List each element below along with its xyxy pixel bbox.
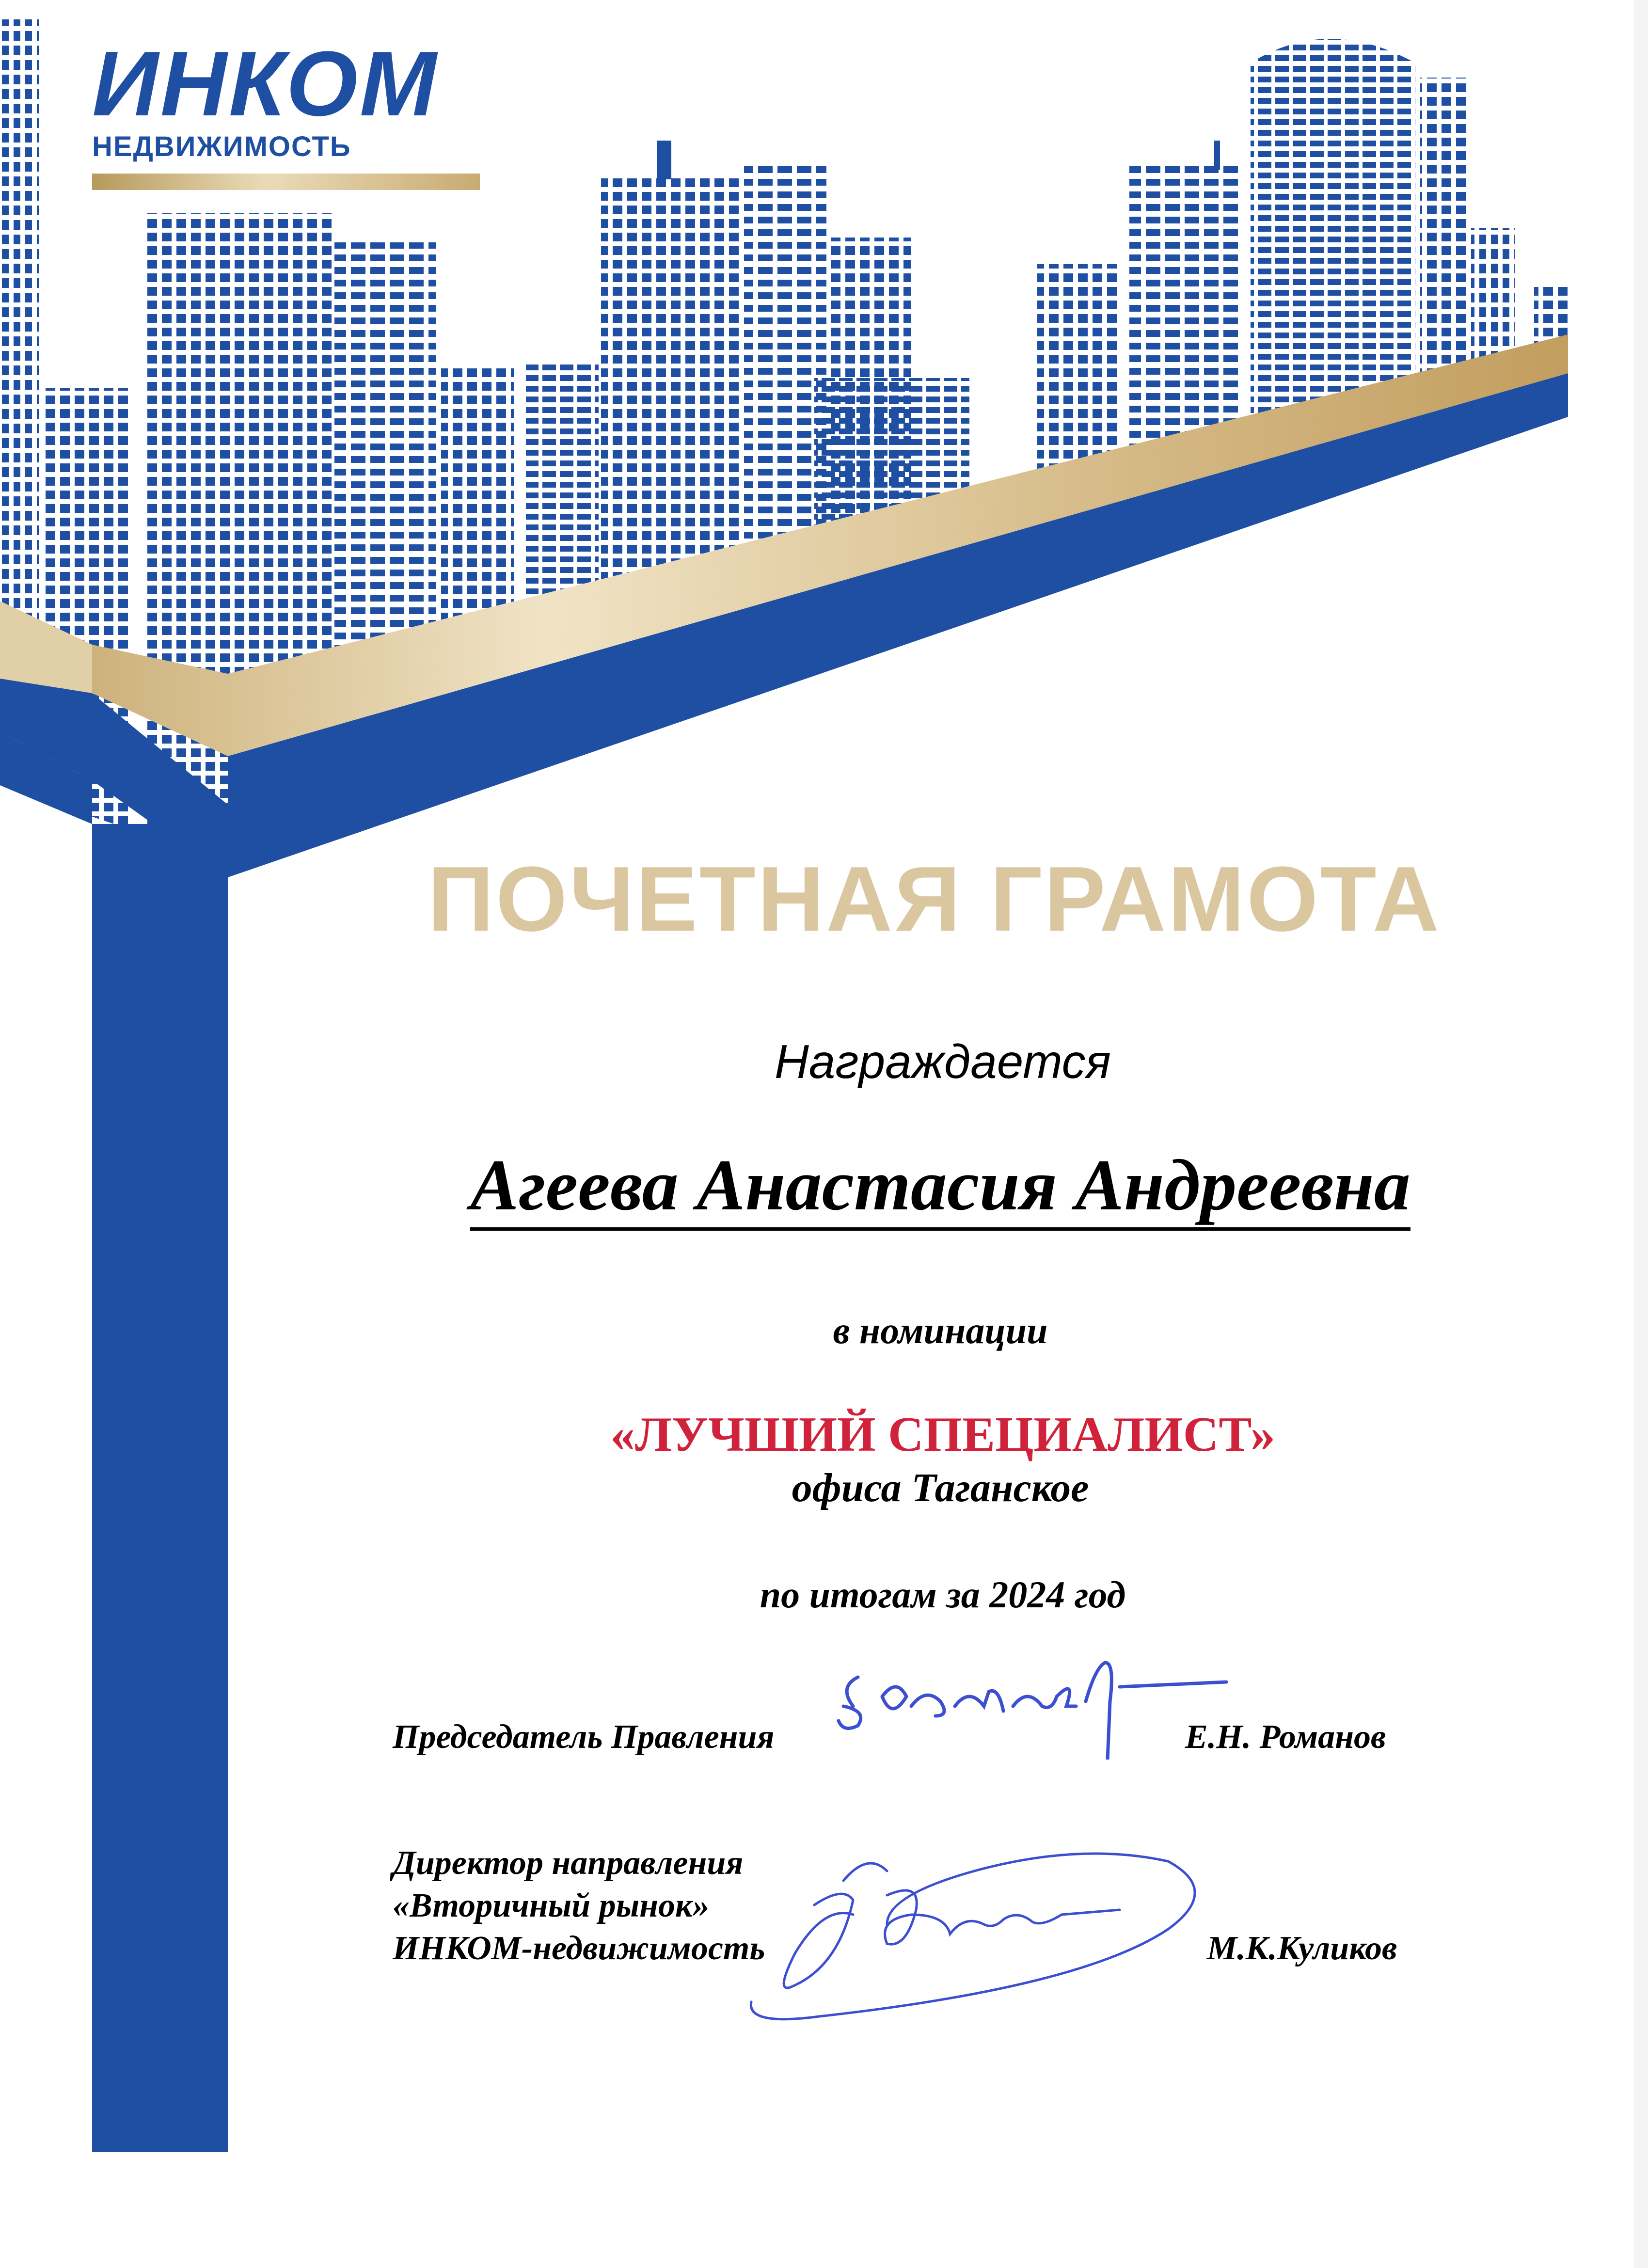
recipient-name: Агеева Анастасия Андреевна <box>470 1145 1410 1231</box>
logo-gold-bar <box>92 174 480 190</box>
signature-kulikov <box>742 1842 1275 2036</box>
certificate-title: ПОЧЕТНАЯ ГРАМОТА <box>428 848 1441 951</box>
nomination-label: в номинации <box>833 1309 1048 1351</box>
signatory-2-name: М.К.Куликов <box>1207 1930 1397 1967</box>
awarded-label: Награждается <box>775 1035 1111 1088</box>
signature-romanov <box>824 1634 1260 1760</box>
logo-subtitle: НЕДВИЖИМОСТЬ <box>92 131 351 162</box>
signatory-2-position-line1: Директор направления <box>393 1844 744 1882</box>
signatory-1-position: Председатель Правления <box>393 1718 775 1756</box>
nomination-title: «ЛУЧШИЙ СПЕЦИАЛИСТ» <box>610 1407 1275 1462</box>
signatory-2-position-line2: «Вторичный рынок» <box>393 1887 710 1924</box>
logo-wordmark: ИНКОМ <box>92 32 439 135</box>
signatory-2-position-line3: ИНКОМ-недвижимость <box>393 1930 765 1967</box>
period-text: по итогам за 2024 год <box>760 1573 1126 1616</box>
signatory-1-name: Е.Н. Романов <box>1185 1718 1386 1756</box>
office-name: офиса Таганское <box>792 1465 1089 1510</box>
recipient-name-line <box>0 1139 1648 1231</box>
